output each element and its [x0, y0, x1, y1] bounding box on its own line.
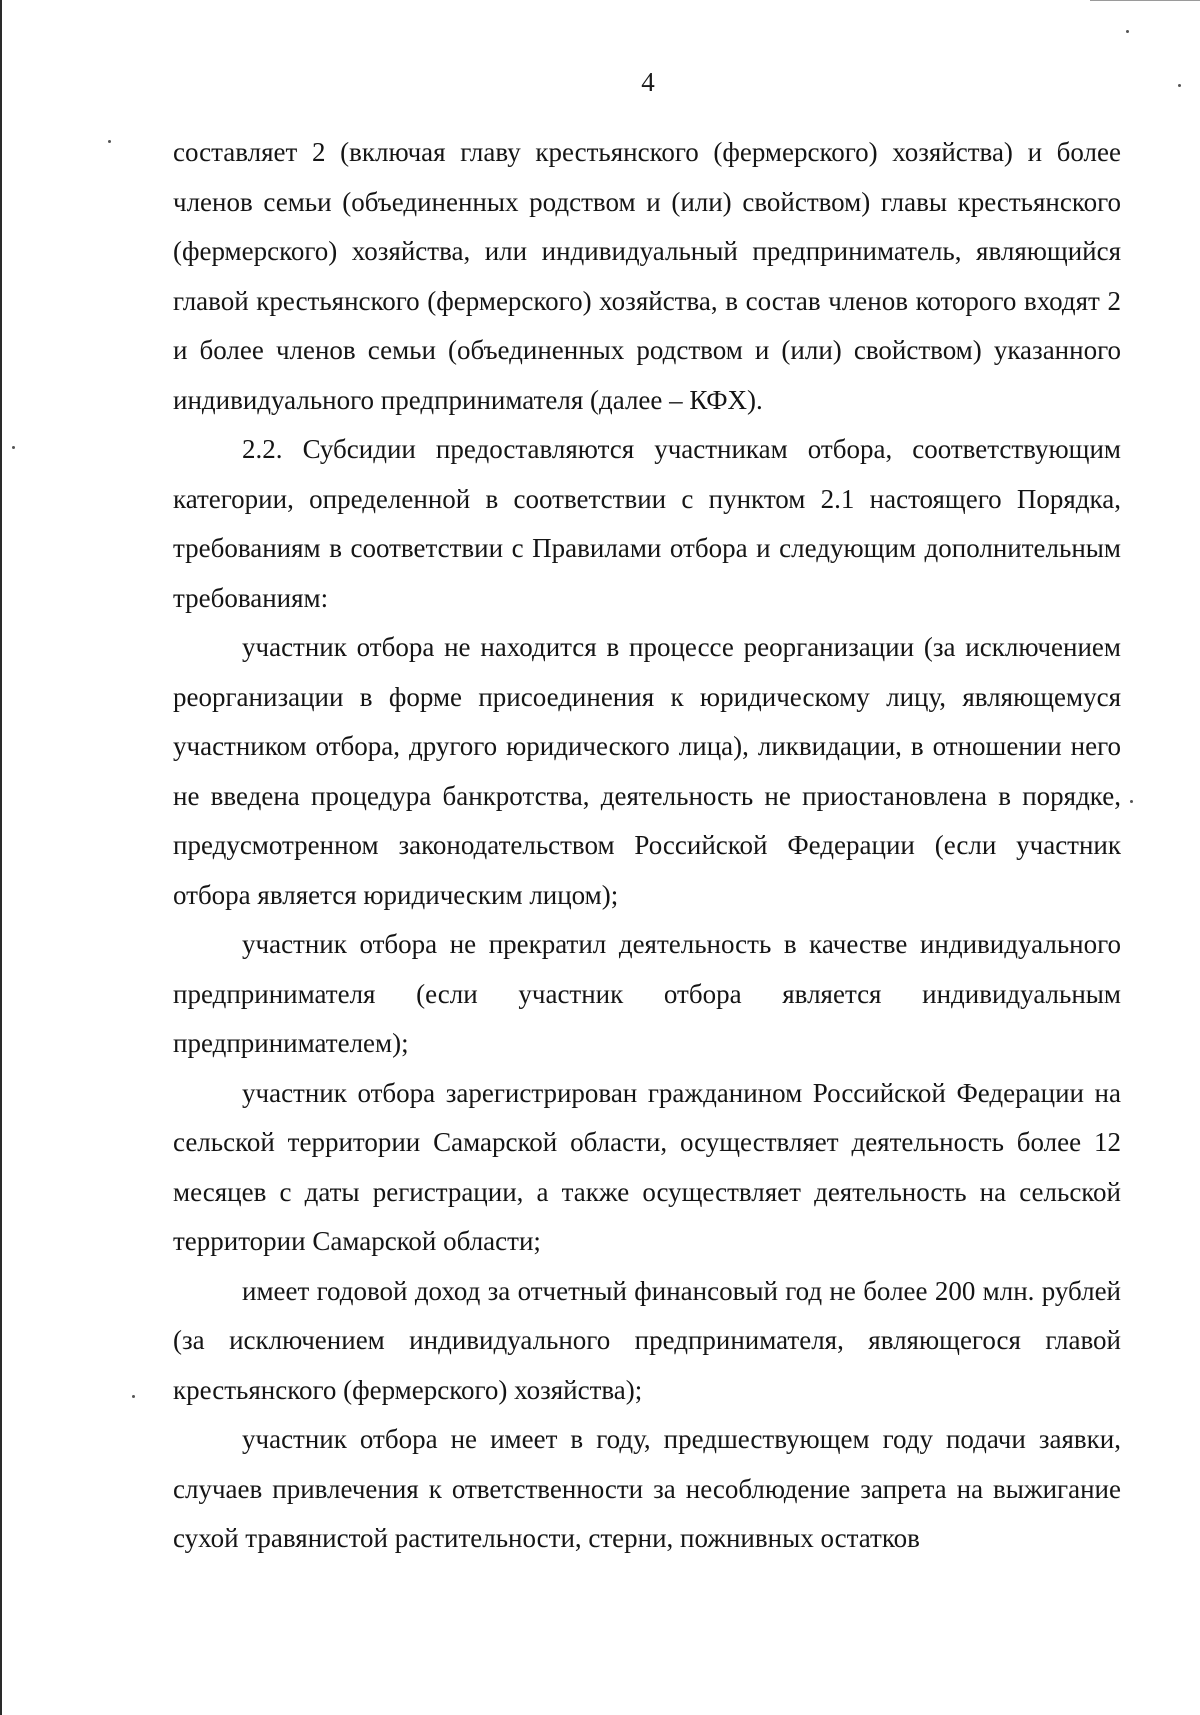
scan-corner-line: [1090, 0, 1200, 1]
scan-speck: [1130, 800, 1133, 803]
document-body: [173, 128, 1121, 1564]
scan-speck: [1126, 30, 1129, 33]
paragraph-kfh-definition: составляет 2 (включая главу крестьянского (фермерского) хозяйства) и более членов семьи (объединенных родством и (или) свойством) главы крестьянского (фермерского) хозяйства, или индивидуальный предприниматель, являющийся главой крестьянского (фермерского) хозяйства, в состав членов которого входят 2 и более членов семьи (объединенных родством и (или) свойством) указанного индивидуального предпринимателя (далее – КФХ).: [173, 137, 1121, 415]
paragraph-requirement-reorganization: участник отбора не находится в процессе реорганизации (за исключением реорганизации в форме присоединения к юридическому лицу, являющемуся участником отбора, другого юридического лица), ликвидации, в отношении него не введена процедура банкротства, деятельность не приостановлена в порядке, предусмотренном законодательством Российской Федерации (если участник отбора является юридическим лицом);: [173, 632, 1121, 910]
paragraph-requirement-entrepreneur: участник отбора не прекратил деятельность в качестве индивидуального предпринимателя (если участник отбора является индивидуальным предпринимателем);: [173, 929, 1121, 1058]
scan-edge-line: [0, 0, 2, 1715]
page-number: 4: [641, 67, 655, 97]
scan-speck: [108, 140, 111, 143]
paragraph-requirement-registration: участник отбора зарегистрирован гражданином Российской Федерации на сельской территории Самарской области, осуществляет деятельность более 12 месяцев с даты регистрации, а также осуществляет деятельность на сельской территории Самарской области;: [173, 1077, 1121, 1256]
paragraph-requirement-burning: участник отбора не имеет в году, предшествующем году подачи заявки, случаев привлечения к ответственности за несоблюдение запрета на выжигание сухой травянистой растительности, стерни, пожнивных остатков: [173, 1424, 1121, 1553]
scan-speck: [132, 1395, 135, 1398]
paragraph-2-2: 2.2. Субсидии предоставляются участникам отбора, соответствующим категории, определенной в соответствии с пунктом 2.1 настоящего Порядка, требованиям в соответствии с Правилами отбора и следующим дополнительным требованиям:: [173, 434, 1121, 613]
paragraph-requirement-income: имеет годовой доход за отчетный финансовый год не более 200 млн. рублей (за исключением индивидуального предпринимателя, являющегося главой крестьянского (фермерского) хозяйства);: [173, 1275, 1121, 1405]
scan-speck: [12, 446, 15, 449]
